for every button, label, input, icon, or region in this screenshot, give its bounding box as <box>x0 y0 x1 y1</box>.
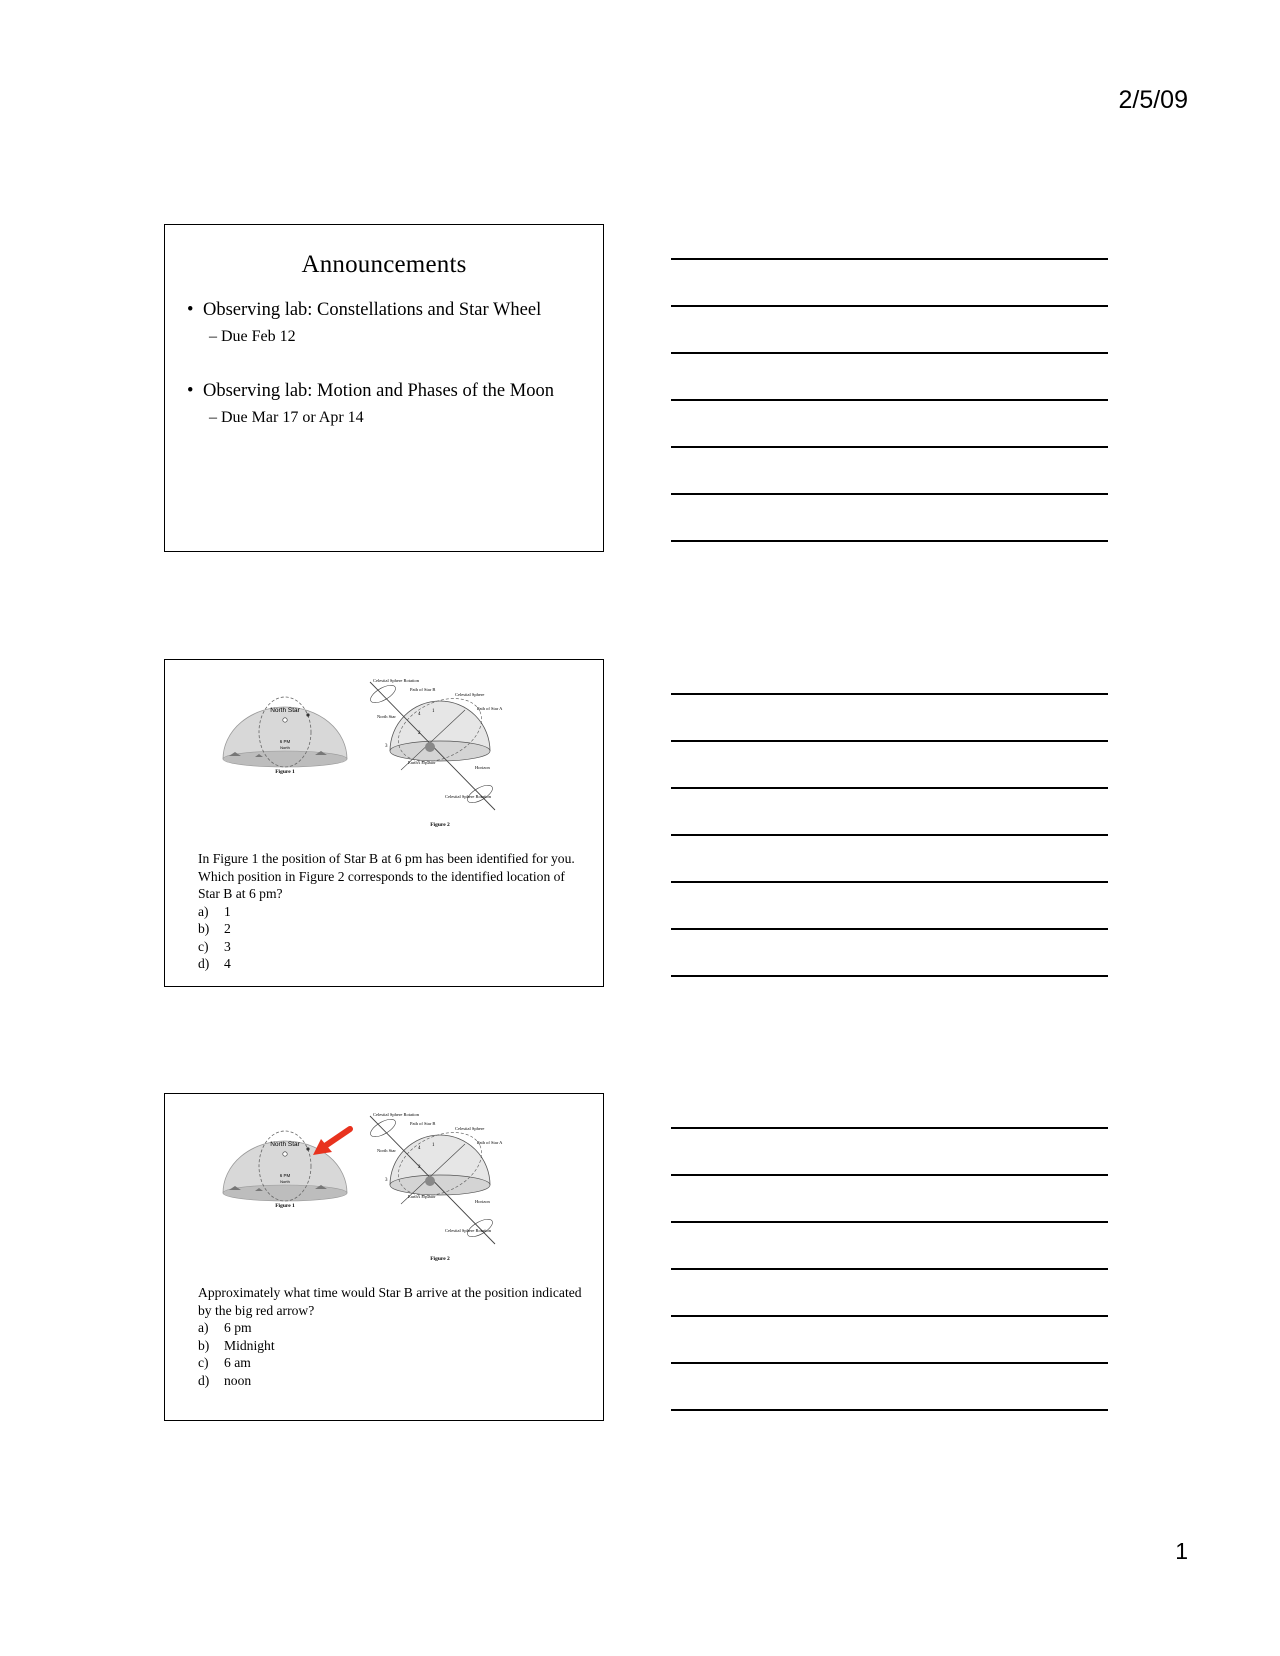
position-4-label: 4 <box>418 712 421 717</box>
note-line <box>671 1127 1108 1129</box>
answer-option: d) noon <box>198 1372 252 1388</box>
figure-2-caption: Figure 2 <box>430 1256 450 1262</box>
note-line <box>671 740 1108 742</box>
note-line <box>671 399 1108 401</box>
north-star-label: North Star <box>270 707 300 714</box>
horizon-label: Horizon <box>475 765 490 770</box>
page-number: 1 <box>1175 1538 1188 1564</box>
slide-title: Announcements <box>301 251 467 278</box>
celestial-sphere-figures <box>165 1094 605 1284</box>
note-line <box>671 928 1108 930</box>
path-star-a-label: Path of Star A <box>477 1140 503 1145</box>
answer-option: a) 1 <box>198 903 231 919</box>
position-3-label: 3 <box>385 1178 388 1183</box>
note-line <box>671 1362 1108 1364</box>
star-b-marker <box>306 713 309 716</box>
direction-label: North <box>280 1179 290 1184</box>
slide-announcements <box>164 224 604 552</box>
note-line <box>671 834 1108 836</box>
note-line <box>671 787 1108 789</box>
sub-bullet: – Due Mar 17 or Apr 14 <box>209 409 364 426</box>
page-date: 2/5/09 <box>1118 86 1188 114</box>
figure-1-caption: Figure 1 <box>275 1203 295 1209</box>
bullet-text: Observing lab: Constellations and Star Wheel <box>203 300 542 320</box>
note-line <box>671 693 1108 695</box>
sub-bullet-text: Due Mar 17 or Apr 14 <box>221 409 364 426</box>
answer-option: c) 6 am <box>198 1355 251 1370</box>
bullet-text: Observing lab: Motion and Phases of the Moon <box>203 381 554 401</box>
celestial-rotation-label-2: Celestial Sphere Rotation <box>445 794 491 799</box>
position-3-label: 3 <box>385 744 388 749</box>
north-star-fig2-label: North Star <box>377 1148 396 1153</box>
bullet-dot-icon: • <box>187 381 194 401</box>
note-line <box>671 1174 1108 1176</box>
position-1-label: 1 <box>432 709 435 714</box>
equator-label: Earth's Equator <box>408 760 436 765</box>
path-star-b-label: Path of Star B <box>410 1121 436 1126</box>
question-block <box>198 850 583 973</box>
red-arrow-icon <box>313 1129 350 1155</box>
note-line <box>671 1409 1108 1411</box>
note-line <box>671 1221 1108 1223</box>
direction-label: North <box>280 745 290 750</box>
star-b-marker <box>306 1147 309 1150</box>
sub-bullet-text: Due Feb 12 <box>221 328 296 345</box>
figure-2-caption: Figure 2 <box>430 822 450 828</box>
north-star-fig2-label: North Star <box>377 714 396 719</box>
sub-bullet: – Due Feb 12 <box>209 328 296 345</box>
celestial-rotation-label-2: Celestial Sphere Rotation <box>445 1228 491 1233</box>
time-label: 6 PM <box>279 739 291 744</box>
celestial-sphere-label: Celestial Sphere <box>455 692 485 697</box>
note-line <box>671 493 1108 495</box>
horizon-label: Horizon <box>475 1199 490 1204</box>
north-star-label: North Star <box>270 1141 300 1148</box>
answer-option: b) 2 <box>198 921 231 936</box>
question-text: Approximately what time would Star B arrive at the position indicated by the big red arrow? <box>198 1285 582 1318</box>
answer-option: c) 3 <box>198 938 231 954</box>
bullet-dot-icon: • <box>187 300 194 320</box>
celestial-sphere-label: Celestial Sphere <box>455 1126 485 1131</box>
celestial-rotation-label: Celestial Sphere Rotation <box>373 1112 419 1117</box>
note-line <box>671 258 1108 260</box>
answer-option: a) 6 pm <box>198 1320 252 1335</box>
bullet-item <box>187 381 554 402</box>
position-1-label: 1 <box>432 1143 435 1148</box>
note-line <box>671 352 1108 354</box>
note-line <box>671 1268 1108 1270</box>
question-block <box>198 1284 583 1389</box>
note-line <box>671 881 1108 883</box>
position-4-label: 4 <box>418 1146 421 1151</box>
note-line <box>671 975 1108 977</box>
note-line <box>671 305 1108 307</box>
position-2-label: 2 <box>418 1165 421 1170</box>
position-2-label: 2 <box>418 731 421 736</box>
path-star-a-label: Path of Star A <box>477 706 503 711</box>
answer-option: b) Midnight <box>198 1337 275 1353</box>
note-line <box>671 1315 1108 1317</box>
slide-question-time <box>164 1093 604 1421</box>
celestial-sphere-figures <box>165 660 605 850</box>
note-line <box>671 446 1108 448</box>
path-star-b-label: Path of Star B <box>410 687 436 692</box>
bullet-item <box>187 300 541 321</box>
answer-option: d) 4 <box>198 956 231 971</box>
figure-1-caption: Figure 1 <box>275 769 295 775</box>
note-line <box>671 540 1108 542</box>
celestial-rotation-label: Celestial Sphere Rotation <box>373 678 419 683</box>
equator-label: Earth's Equator <box>408 1194 436 1199</box>
question-text: In Figure 1 the position of Star B at 6 pm has been identified for you. Which position in Figure 2 corresponds to the identified location of Star B at 6 pm? <box>198 851 575 901</box>
time-label: 6 PM <box>279 1173 291 1178</box>
slide-question-position <box>164 659 604 987</box>
